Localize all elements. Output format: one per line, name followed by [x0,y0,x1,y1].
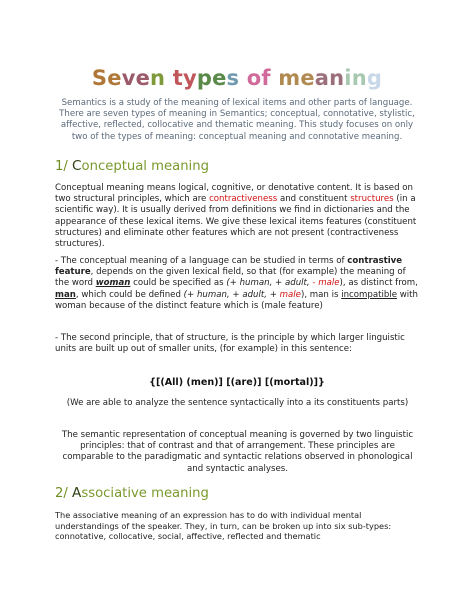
bracketed-sentence: {[(All) (men)] [(are)] [(mortal)]} [149,377,325,388]
italic-run: (+ human, + adult, + [183,289,280,300]
section-heading-text: onceptual meaning [81,159,209,174]
title-part: g [366,66,383,90]
title-part: Se [91,66,122,90]
paragraph-analysis-note: (We are able to analyze the sentence syntactically into a its constituents parts) [66,398,409,408]
text-run: could be specified as [130,278,227,289]
section-initial: A [72,485,82,501]
title-part: ty [172,66,197,90]
section-initial: C [72,158,82,174]
text-run: and constituent [277,194,351,205]
title-part: of [246,66,271,90]
section-number: 2/ [55,486,73,501]
underlined-term: man [55,289,76,300]
underlined-term: incompatible [341,289,397,300]
paragraph-conceptual-definition [55,183,420,250]
section-heading-text: ssociative meaning [81,486,209,501]
paragraph-semantic-representation: The semantic representation of conceptual meaning is governed by two linguistic principles: that of contrast and that of arrangement. These principles are comparable to the paradigmatic and syntactic relations observed in phonological and syntactic analyses. [61,430,414,474]
title-part: in [344,66,367,90]
text-run: Conceptual meaning means logical, cognitive, or denotative content. It is based on two structural principles, which are [55,183,413,205]
section-heading-associative [55,485,209,501]
underlined-term: woman [95,278,131,289]
text-run: (in a scientific way). It is usually derived from definitions we find in dictionaries and the appearance of these lexical items. We give these lexical items features (constituent structures) and eliminate other features which are not present (contractiveness structures). [55,194,417,250]
section-number: 1/ [55,159,73,174]
highlighted-term: - male [312,278,340,289]
title-part: s [226,66,247,90]
document-title [0,66,474,90]
title-part: ve [121,66,151,90]
text-run: ), as distinct from, [339,278,418,289]
section-heading-conceptual [55,158,209,174]
intro-paragraph: Semantics is a study of the meaning of lexical items and other parts of language. There are seven types of meaning in Semantics; conceptual, connotative, stylistic, affective, reflected, collocative and thematic meaning. This study focuses on only two of the types of meaning: conceptual meaning and connotative meaning. [59,98,415,142]
text-run: ), man is [300,289,342,300]
text-run: - The conceptual meaning of a language can be studied in terms of [55,256,348,266]
highlighted-term: structures [350,194,394,205]
text-run: , which could be defined [75,289,184,300]
paragraph-associative-definition: The associative meaning of an expression has to do with individual mental understandings of the speaker. They, in turn, can be broken up into six sub-types: connotative, collocative, social, affective, reflected and thematic [55,510,392,542]
title-part: me [278,66,315,90]
paragraph-structure-principle: - The second principle, that of structure, is the principle by which larger linguistic units are built up out of smaller units, (for example) in this sentence: [55,333,405,355]
title-part: pe [196,66,227,90]
text-run: , depends on the given lexical field, so that (for example) the meaning of the word [55,267,406,289]
italic-run: (+ human, + adult, [226,278,313,289]
highlighted-term: male [279,289,301,300]
text-run: with woman because of the distinct feature which is (male feature) [55,289,418,311]
bold-term: contrastive feature [55,256,403,278]
highlighted-term: contractiveness [209,194,278,205]
paragraph-contrastive-feature [55,256,420,312]
title-part: n [150,66,173,90]
title-part: an [314,66,345,90]
